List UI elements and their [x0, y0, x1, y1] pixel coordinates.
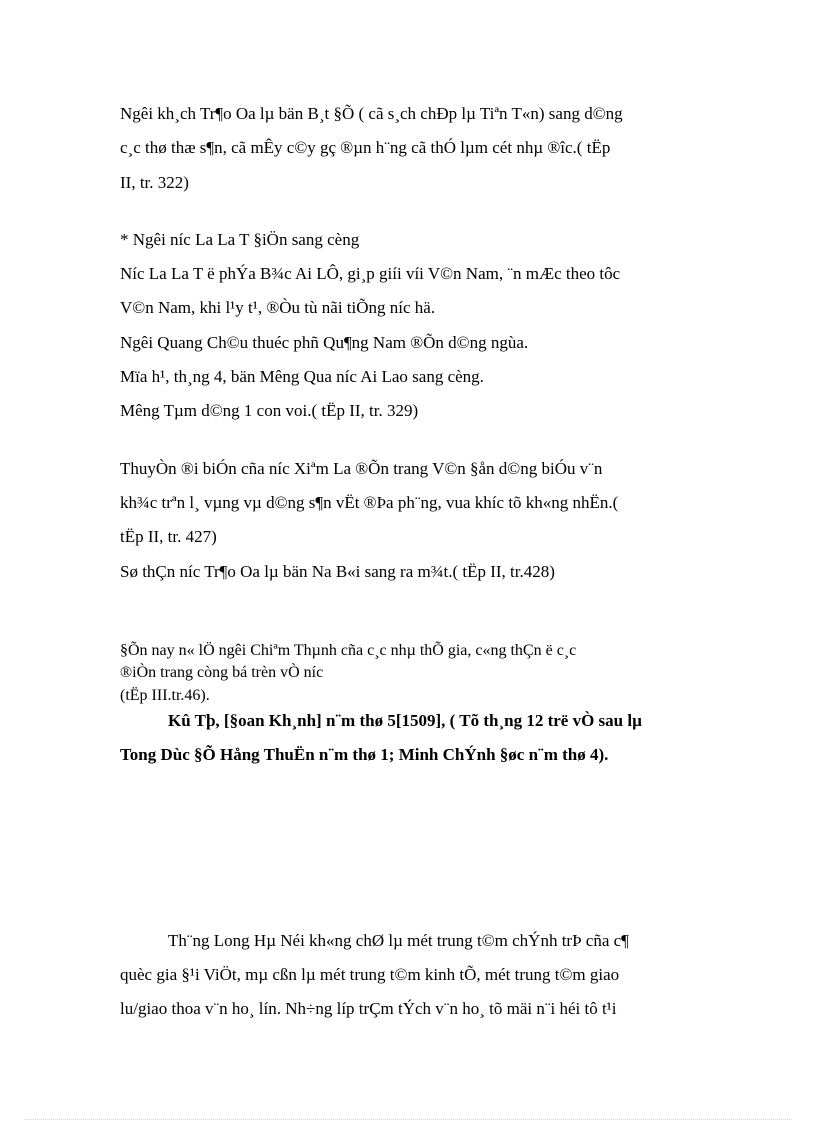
text-line-2: c¸c thø thæ s¶n, cã mÊy c©y gç ®µn h¨ng cã thÓ lµm cét nhµ ®îc.( tËp	[120, 138, 611, 157]
text-line-9: Mêng Tµm d©ng 1 con voi.( tËp II, tr. 329)	[120, 401, 419, 420]
text-line-16: (tËp III.tr.46).	[120, 687, 210, 704]
text-line-20: quèc gia §¹i ViÖt, mµ cßn lµ mét trung t©m kinh tÕ, mét trung t©m giao	[120, 965, 620, 984]
text-line-8: Mïa h¹, th¸ng 4, bän Mêng Qua níc Ai Lao sang cèng.	[120, 367, 484, 386]
text-line-19: Th¨ng Long Hµ Néi kh«ng chØ lµ mét trung t©m chÝnh trÞ cña c¶	[168, 931, 629, 950]
bold-line-2: Tong Dùc §Õ Hång ThuËn n¨m thø 1; Minh ChÝnh §øc n¨m thø 4).	[120, 745, 609, 764]
text-line-6: V©n Nam, khi l¹y t¹, ®Òu tù nãi tiÕng níc hä.	[120, 298, 436, 317]
bold-line-1: Kû Tþ, [§oan Kh¸nh] n¨m thø 5[1509], ( Tõ th¸ng 12 trë vÒ sau lµ	[168, 711, 642, 730]
text-line-12: tËp II, tr. 427)	[120, 527, 217, 546]
text-line-15: ®iÒn trang còng bá trèn vÒ níc	[120, 664, 324, 681]
text-line-11: kh¾c trªn l¸ vµng vµ d©ng s¶n vËt ®Þa ph¨ng, vua khíc tõ kh«ng nhËn.(	[120, 493, 619, 512]
text-line-21: lu/giao thoa v¨n ho¸ lín. Nh÷ng líp trÇm tÝch v¨n ho¸ tõ mäi n¨i héi tô t¹i	[120, 999, 617, 1018]
text-line-5: Níc La La T ë phÝa B¾c Ai LÔ, gi¸p giíi víi V©n Nam, ¨n mÆc theo tôc	[120, 264, 621, 283]
text-line-13: Sø thÇn níc Tr¶o Oa lµ bän Na B«i sang ra m¾t.( tËp II, tr.428)	[120, 562, 555, 581]
text-line-4: * Ngêi níc La La T §iÖn sang cèng	[120, 230, 360, 249]
text-line-10: ThuyÒn ®i biÓn cña níc Xiªm La ®Õn trang V©n §ån d©ng biÓu v¨n	[120, 459, 603, 478]
bottom-rule	[24, 1119, 792, 1120]
text-line-1: Ngêi kh¸ch Tr¶o Oa lµ bän B¸t §Õ ( cã s¸ch chÐp lµ Tiªn T«n) sang d©ng	[120, 104, 623, 123]
text-line-7: Ngêi Quang Ch©u thuéc phñ Qu¶ng Nam ®Õn d©ng ngùa.	[120, 333, 529, 352]
text-line-14: §Õn nay n« lÖ ngêi Chiªm Thµnh cña c¸c nhµ thÕ gia, c«ng thÇn ë c¸c	[120, 642, 577, 659]
text-line-3: II, tr. 322)	[120, 173, 189, 192]
